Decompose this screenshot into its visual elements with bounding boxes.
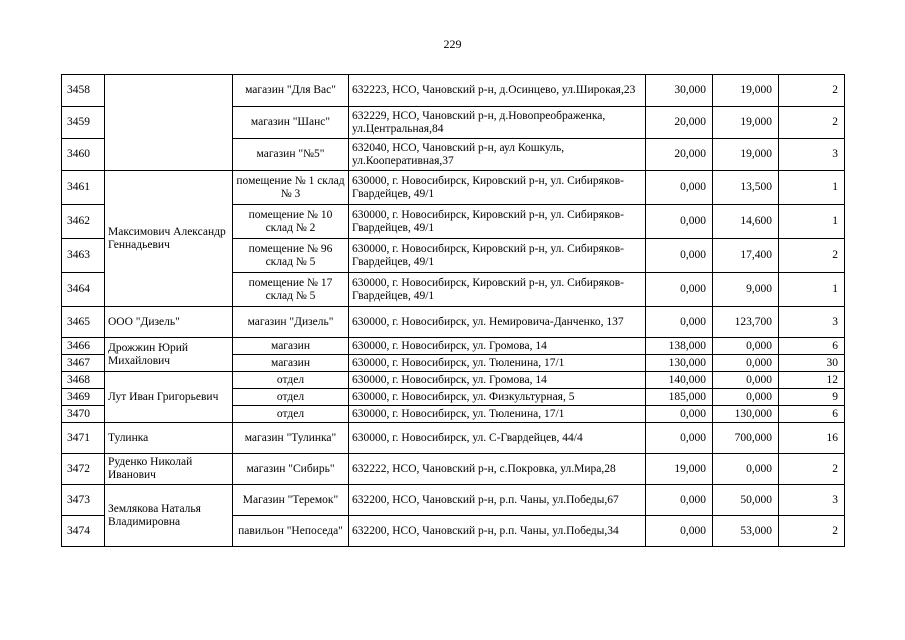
row-id: 3463 (62, 239, 105, 273)
address-cell: 632222, НСО, Чановский р-н, с.Покровка, ул.Мира,28 (349, 454, 646, 485)
value-1-cell: 20,000 (646, 139, 713, 171)
value-1-cell: 0,000 (646, 171, 713, 205)
address-cell: 632200, НСО, Чановский р-н, р.п. Чаны, ул.Победы,34 (349, 516, 646, 547)
value-2-cell: 50,000 (713, 485, 779, 516)
object-cell: павильон "Непоседа" (233, 516, 349, 547)
owner-cell: Дрожжин Юрий Михайлович (105, 338, 233, 372)
address-cell: 630000, г. Новосибирск, ул. С-Гвардейцев, 44/4 (349, 423, 646, 454)
row-id: 3472 (62, 454, 105, 485)
address-cell: 632229, НСО, Чановский р-н, д.Новопреображенка, ул.Центральная,84 (349, 107, 646, 139)
page-number: 229 (443, 37, 462, 51)
address-cell: 630000, г. Новосибирск, ул. Громова, 14 (349, 338, 646, 355)
row-id: 3467 (62, 355, 105, 372)
value-3-cell: 3 (779, 139, 845, 171)
value-2-cell: 123,700 (713, 307, 779, 338)
table-row (62, 485, 845, 516)
object-cell: помещение № 1 склад № 3 (233, 171, 349, 205)
value-1-cell: 0,000 (646, 273, 713, 307)
value-2-cell: 130,000 (713, 406, 779, 423)
value-2-cell: 17,400 (713, 239, 779, 273)
value-2-cell: 19,000 (713, 139, 779, 171)
value-2-cell: 0,000 (713, 372, 779, 389)
value-2-cell: 19,000 (713, 75, 779, 107)
value-1-cell: 0,000 (646, 423, 713, 454)
value-1-cell: 0,000 (646, 406, 713, 423)
table-row (62, 75, 845, 107)
value-3-cell: 6 (779, 338, 845, 355)
value-2-cell: 53,000 (713, 516, 779, 547)
value-2-cell: 0,000 (713, 355, 779, 372)
value-2-cell: 0,000 (713, 338, 779, 355)
value-1-cell: 140,000 (646, 372, 713, 389)
row-id: 3473 (62, 485, 105, 516)
value-3-cell: 2 (779, 75, 845, 107)
value-1-cell: 0,000 (646, 205, 713, 239)
object-cell: магазин (233, 355, 349, 372)
value-2-cell: 14,600 (713, 205, 779, 239)
row-id: 3468 (62, 372, 105, 389)
row-id: 3469 (62, 389, 105, 406)
value-3-cell: 30 (779, 355, 845, 372)
owner-cell: Землякова Наталья Владимировна (105, 485, 233, 547)
value-3-cell: 1 (779, 171, 845, 205)
value-1-cell: 0,000 (646, 485, 713, 516)
value-3-cell: 9 (779, 389, 845, 406)
row-id: 3474 (62, 516, 105, 547)
owner-cell: ООО "Дизель" (105, 307, 233, 338)
value-1-cell: 0,000 (646, 516, 713, 547)
value-3-cell: 16 (779, 423, 845, 454)
owner-cell: Руденко Николай Иванович (105, 454, 233, 485)
row-id: 3464 (62, 273, 105, 307)
object-cell: помещение № 10 склад № 2 (233, 205, 349, 239)
object-cell: магазин "Тулинка" (233, 423, 349, 454)
object-cell: магазин "Сибирь" (233, 454, 349, 485)
value-3-cell: 2 (779, 107, 845, 139)
row-id: 3471 (62, 423, 105, 454)
address-cell: 630000, г. Новосибирск, Кировский р-н, ул. Сибиряков-Гвардейцев, 49/1 (349, 205, 646, 239)
value-3-cell: 3 (779, 485, 845, 516)
table-row (62, 423, 845, 454)
row-id: 3459 (62, 107, 105, 139)
address-cell: 630000, г. Новосибирск, ул. Тюленина, 17/1 (349, 406, 646, 423)
value-1-cell: 19,000 (646, 454, 713, 485)
row-id: 3465 (62, 307, 105, 338)
value-3-cell: 12 (779, 372, 845, 389)
value-1-cell: 0,000 (646, 307, 713, 338)
table-row (62, 372, 845, 389)
address-cell: 632040, НСО, Чановский р-н, аул Кошкуль, ул.Кооперативная,37 (349, 139, 646, 171)
object-cell: отдел (233, 389, 349, 406)
value-1-cell: 0,000 (646, 239, 713, 273)
table-row (62, 171, 845, 205)
table-row (62, 307, 845, 338)
object-cell: магазин "Шанс" (233, 107, 349, 139)
row-id: 3470 (62, 406, 105, 423)
owner-cell: Тулинка (105, 423, 233, 454)
value-1-cell: 130,000 (646, 355, 713, 372)
object-cell: магазин "Для Вас" (233, 75, 349, 107)
value-1-cell: 20,000 (646, 107, 713, 139)
object-cell: Магазин "Теремок" (233, 485, 349, 516)
owner-cell: Лут Иван Григорьевич (105, 372, 233, 423)
table-row (62, 454, 845, 485)
value-2-cell: 0,000 (713, 454, 779, 485)
value-3-cell: 6 (779, 406, 845, 423)
value-3-cell: 2 (779, 239, 845, 273)
object-cell: отдел (233, 372, 349, 389)
owner-cell (105, 75, 233, 171)
value-1-cell: 185,000 (646, 389, 713, 406)
address-cell: 630000, г. Новосибирск, Кировский р-н, ул. Сибиряков-Гвардейцев, 49/1 (349, 273, 646, 307)
value-2-cell: 19,000 (713, 107, 779, 139)
address-cell: 632223, НСО, Чановский р-н, д.Осинцево, ул.Широкая,23 (349, 75, 646, 107)
row-id: 3461 (62, 171, 105, 205)
object-cell: помещение № 96 склад № 5 (233, 239, 349, 273)
value-2-cell: 0,000 (713, 389, 779, 406)
address-cell: 630000, г. Новосибирск, ул. Физкультурная, 5 (349, 389, 646, 406)
address-cell: 630000, г. Новосибирск, ул. Тюленина, 17/1 (349, 355, 646, 372)
address-cell: 630000, г. Новосибирск, Кировский р-н, ул. Сибиряков-Гвардейцев, 49/1 (349, 171, 646, 205)
value-3-cell: 2 (779, 454, 845, 485)
value-3-cell: 1 (779, 273, 845, 307)
address-cell: 630000, г. Новосибирск, ул. Громова, 14 (349, 372, 646, 389)
object-cell: магазин "Дизель" (233, 307, 349, 338)
object-cell: магазин (233, 338, 349, 355)
row-id: 3466 (62, 338, 105, 355)
address-cell: 630000, г. Новосибирск, ул. Немировича-Данченко, 137 (349, 307, 646, 338)
value-1-cell: 138,000 (646, 338, 713, 355)
table-row (62, 338, 845, 355)
row-id: 3460 (62, 139, 105, 171)
value-3-cell: 3 (779, 307, 845, 338)
value-2-cell: 700,000 (713, 423, 779, 454)
object-cell: помещение № 17 склад № 5 (233, 273, 349, 307)
owner-cell: Максимович Александр Геннадьевич (105, 171, 233, 307)
object-cell: магазин "№5" (233, 139, 349, 171)
value-3-cell: 2 (779, 516, 845, 547)
address-cell: 632200, НСО, Чановский р-н, р.п. Чаны, ул.Победы,67 (349, 485, 646, 516)
value-3-cell: 1 (779, 205, 845, 239)
address-cell: 630000, г. Новосибирск, Кировский р-н, ул. Сибиряков-Гвардейцев, 49/1 (349, 239, 646, 273)
value-1-cell: 30,000 (646, 75, 713, 107)
object-cell: отдел (233, 406, 349, 423)
row-id: 3462 (62, 205, 105, 239)
row-id: 3458 (62, 75, 105, 107)
value-2-cell: 9,000 (713, 273, 779, 307)
data-table (61, 74, 845, 547)
value-2-cell: 13,500 (713, 171, 779, 205)
